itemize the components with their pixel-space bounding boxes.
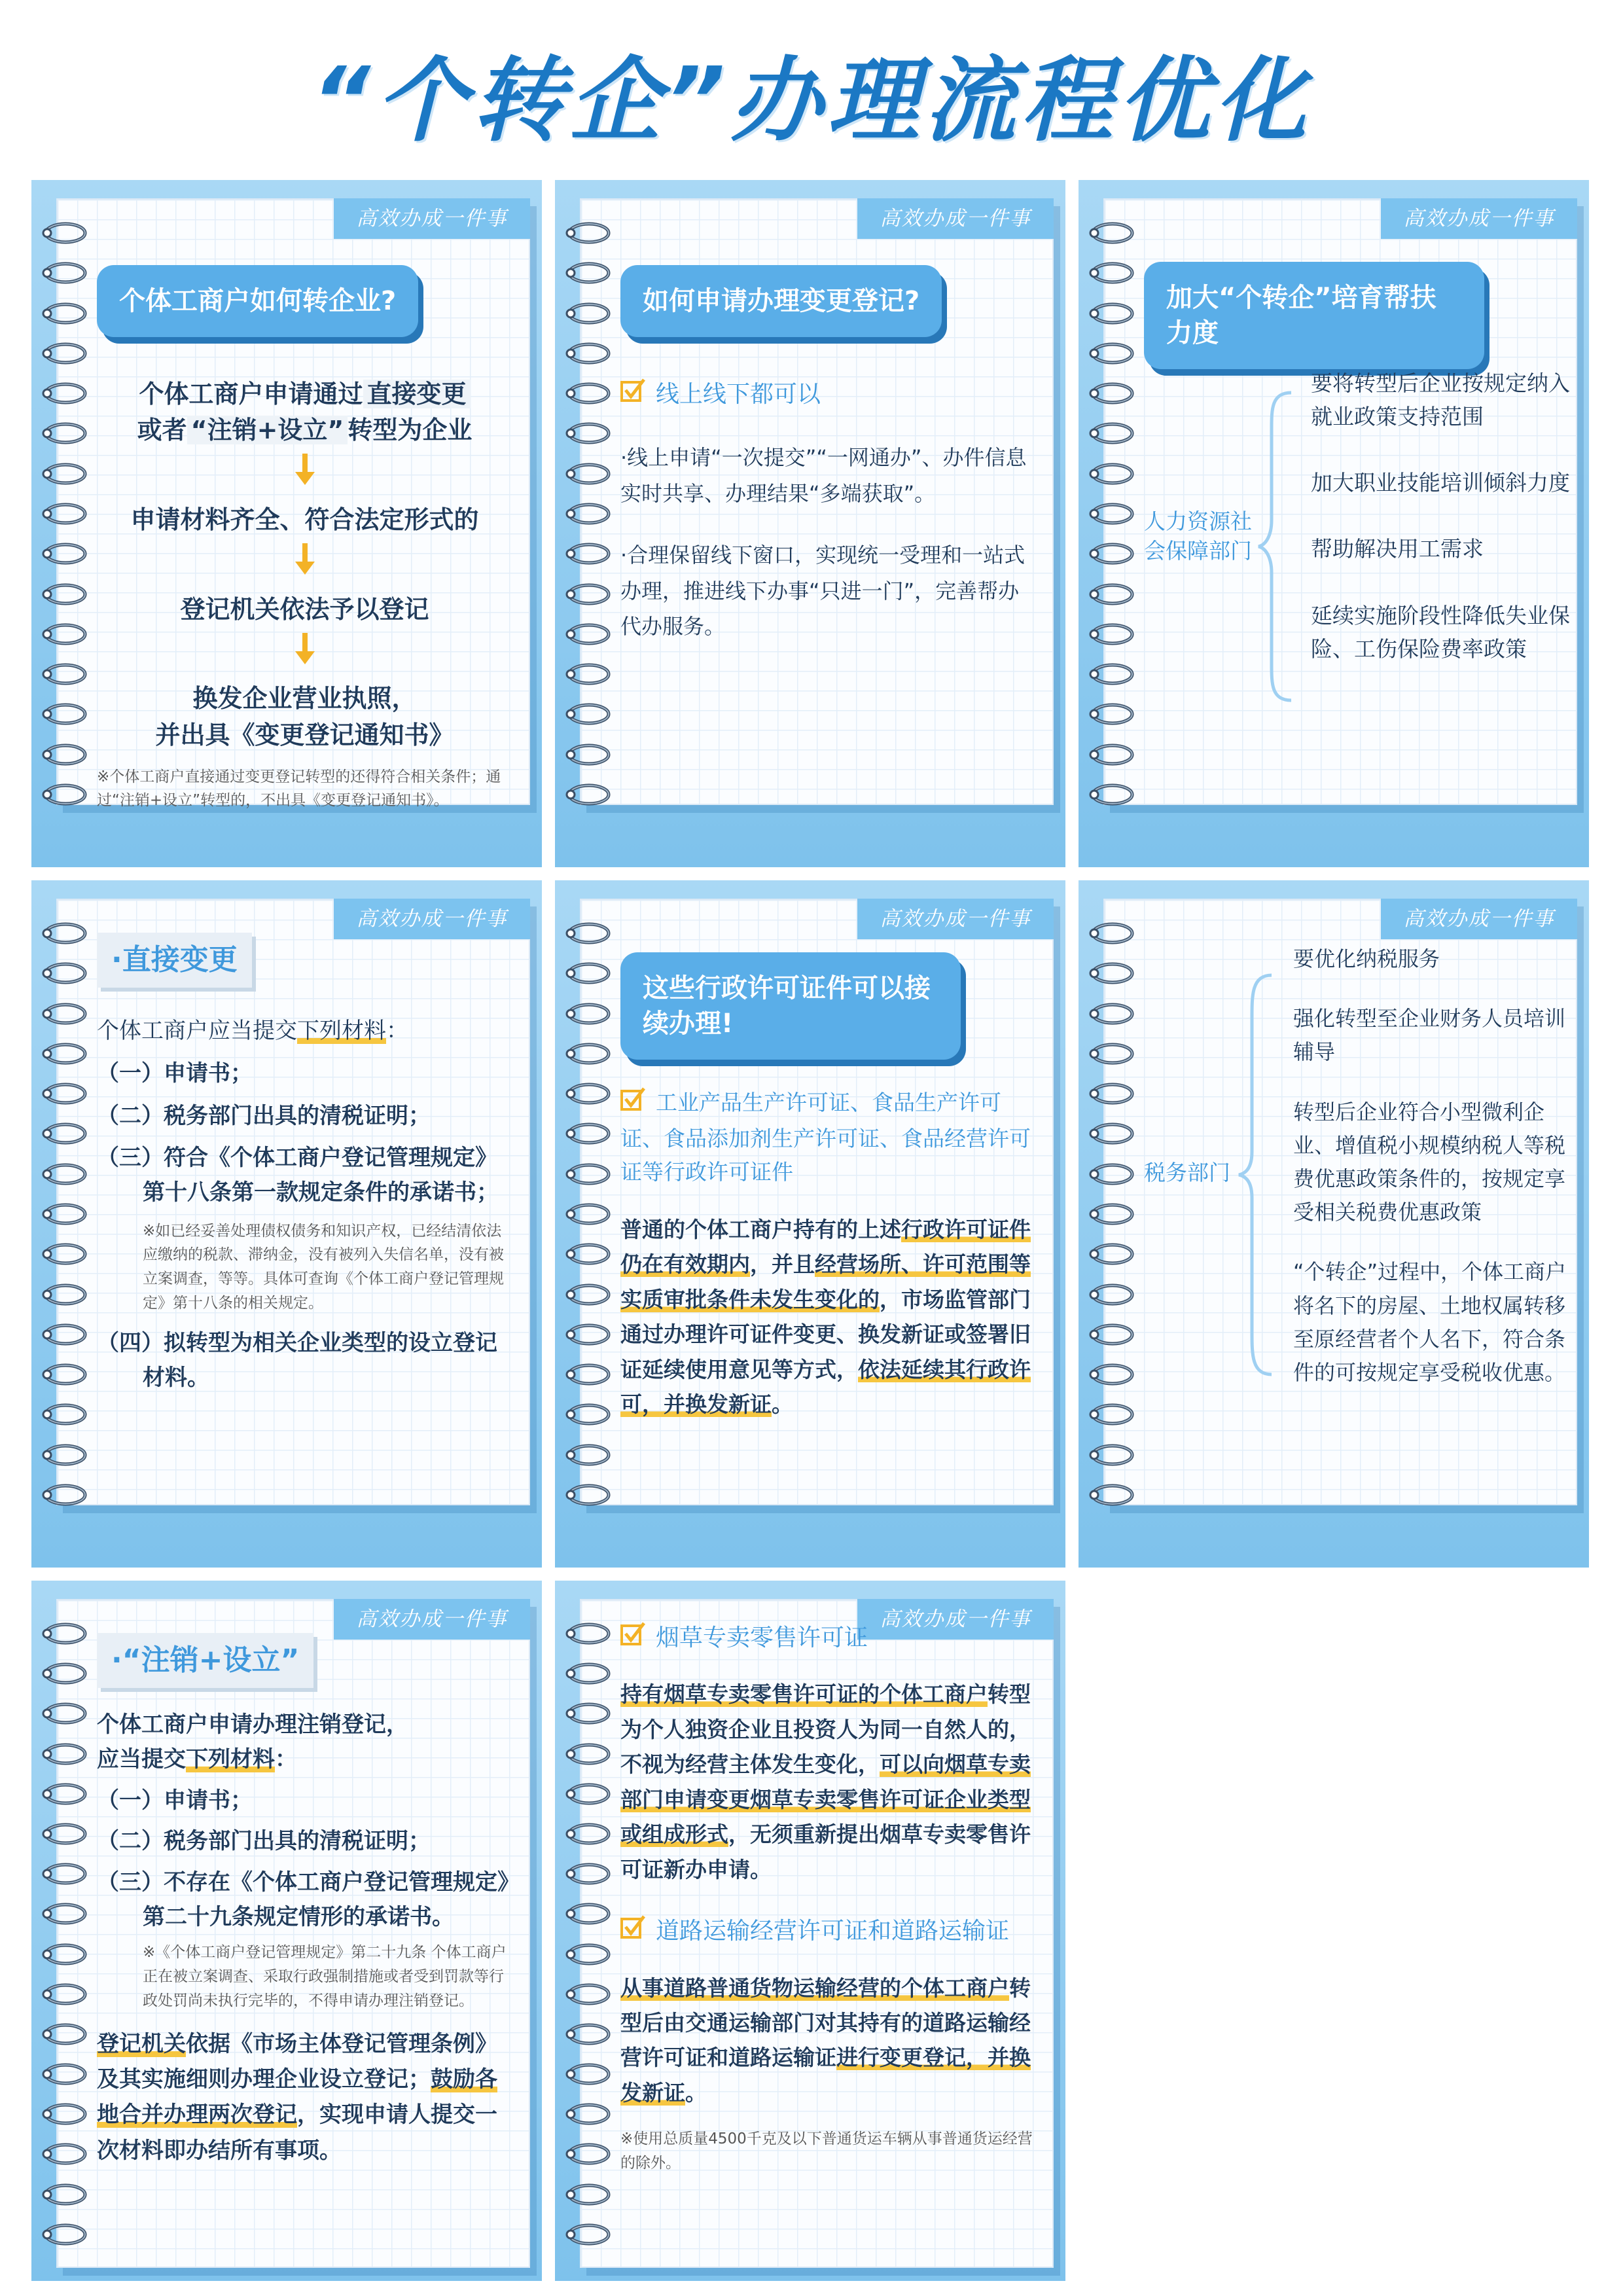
spiral-ring-icon: [39, 540, 88, 567]
spiral-ring-icon: [1086, 1481, 1135, 1509]
spiral-ring-icon: [39, 960, 88, 987]
spiral-ring-icon: [1086, 781, 1135, 808]
spiral-ring-icon: [563, 259, 611, 287]
tax-item: 要优化纳税服务: [1293, 946, 1440, 971]
spiral-ring-icon: [563, 1900, 611, 1928]
list-item: （二）税务部门出具的清税证明；: [97, 1828, 431, 1855]
side-label-tax: 税务部门: [1144, 1160, 1230, 1185]
spiral-ring-icon: [39, 620, 88, 648]
highlight: 行政许可证件仍在有效期内: [620, 1216, 1031, 1278]
spiral-ring-icon: [39, 1240, 88, 1268]
spiral-ring-icon: [563, 1321, 611, 1348]
text: 转型为个人独资企业且投资人为同一自然人的，不视为经营主体发生变化，: [620, 1681, 1031, 1778]
paragraph: [97, 2026, 512, 2169]
spiral-ring-icon: [39, 2221, 88, 2248]
spiral-ring-icon: [39, 1401, 88, 1428]
spiral-ring-icon: [563, 2140, 611, 2168]
list-item-cont: 第十八条第一款规定条件的承诺书；: [143, 1179, 499, 1206]
spiral-ring-icon: [1086, 1441, 1135, 1469]
highlight: 持有烟草专卖零售许可证的个体工商户: [620, 1681, 988, 1708]
section-heading: ·直接变更: [97, 933, 252, 988]
spiral-ring-icon: [39, 1700, 88, 1727]
spiral-ring-icon: [1086, 620, 1135, 648]
highlight: 依法延续其行政许可，并换发新证: [620, 1356, 1031, 1418]
spiral-ring-icon: [1086, 1361, 1135, 1388]
spiral-ring-icon: [1086, 700, 1135, 728]
spiral-ring-icon: [563, 581, 611, 608]
spiral-ring-icon: [563, 1481, 611, 1509]
tag-label: 高效办成一件事: [334, 198, 530, 239]
spiral-ring-icon: [39, 1120, 88, 1147]
arrow-down-icon: [97, 454, 512, 497]
text: 应当提交: [97, 1746, 186, 1772]
spiral-ring-icon: [39, 1321, 88, 1348]
spiral-ring-icon: [563, 1160, 611, 1188]
spiral-binding: [1086, 920, 1139, 1509]
paragraph-tobacco: [620, 1677, 1036, 1887]
tax-item: 强化转型至企业财务人员培训辅导: [1293, 1006, 1566, 1065]
checkbox-checked-icon: [620, 1621, 647, 1658]
tag-label: 高效办成一件事: [334, 1599, 530, 1640]
step1-cancel-setup: “注销+设立”: [187, 416, 348, 444]
spiral-ring-icon: [1086, 1321, 1135, 1348]
spiral-ring-icon: [1086, 300, 1135, 327]
text: ：: [275, 1746, 297, 1772]
list-item: （一）申请书；: [97, 1787, 253, 1814]
tag-label: 高效办成一件事: [857, 899, 1054, 939]
text: 依据《市场主体登记管理条例》及其实施细则办理企业设立登记；: [97, 2030, 497, 2093]
heading-text: 工业产品生产许可证、食品生产许可证、食品添加剂生产许可证、食品经营许可证等行政许可证件: [620, 1090, 1031, 1185]
intro-colon: ：: [386, 1018, 408, 1045]
spiral-binding: [563, 1620, 615, 2248]
spiral-ring-icon: [563, 219, 611, 247]
text: 。: [685, 2079, 707, 2106]
spiral-ring-icon: [563, 1740, 611, 1768]
text: ，实现申请人提交一次材料即办结所有事项。: [97, 2102, 497, 2164]
list-item: （三）不存在《个体工商户登记管理规定》: [97, 1869, 520, 1895]
tax-item: “个转企”过程中，个体工商户将名下的房屋、土地权属转移至原经营者个人名下，符合条件的可按规定享受税收优惠。: [1293, 1259, 1567, 1385]
tax-item: 转型后企业符合小型微利企业、增值税小规模纳税人等税费优惠政策条件的，按规定享受相关税费优惠政策: [1293, 1099, 1566, 1225]
section-heading: [620, 376, 1036, 414]
paragraph-transport: [620, 1971, 1036, 2111]
section-heading-transport: [620, 1913, 1036, 1950]
footnote: ※《个体工商户登记管理规定》第二十九条 个体工商户正在被立案调查、采取行政强制措施或者受到罚款等行政处罚尚未执行完毕的，不得申请办理注销登记。: [143, 1944, 507, 2009]
list-item: （三）符合《个体工商户登记管理规定》: [97, 1145, 497, 1172]
spiral-ring-icon: [39, 1160, 88, 1188]
support-item: 帮助解决用工需求: [1311, 536, 1484, 562]
arrow-down-icon: [97, 543, 512, 586]
section-heading: [620, 1086, 1036, 1189]
step1-text-e: 转型为企业: [348, 416, 473, 445]
card-change-registration: [555, 180, 1065, 867]
spiral-ring-icon: [39, 1200, 88, 1228]
spiral-ring-icon: [1086, 1080, 1135, 1107]
spiral-ring-icon: [39, 1941, 88, 1968]
speech-bubble-title: 个体工商户如何转企业?: [97, 265, 418, 337]
paragraph-offline: ·合理保留线下窗口，实现统一受理和一站式办理，推进线下办事“只进一门”，完善帮办代办服务。: [620, 543, 1026, 639]
spiral-binding: [39, 219, 92, 808]
spiral-ring-icon: [563, 1620, 611, 1647]
spiral-ring-icon: [39, 1860, 88, 1888]
spiral-binding: [563, 219, 615, 808]
spiral-ring-icon: [1086, 1040, 1135, 1067]
highlight: 可以向烟草专卖部门申请变更烟草专卖零售许可证企业类型或组成形式: [620, 1751, 1031, 1848]
spiral-ring-icon: [563, 380, 611, 407]
spiral-ring-icon: [39, 340, 88, 367]
spiral-ring-icon: [39, 460, 88, 488]
speech-bubble-title: 如何申请办理变更登记?: [620, 265, 942, 337]
spiral-ring-icon: [39, 300, 88, 327]
arrow-down-icon: [97, 633, 512, 676]
spiral-ring-icon: [39, 2181, 88, 2208]
speech-bubble-title: 加大“个转企”培育帮扶力度: [1144, 262, 1484, 369]
flow-step-3: 登记机关依法予以登记: [180, 594, 429, 624]
spiral-ring-icon: [563, 1401, 611, 1428]
spiral-ring-icon: [39, 2140, 88, 2168]
step4-text-a: 换发企业营业执照，: [192, 684, 417, 713]
spiral-ring-icon: [563, 660, 611, 688]
spiral-ring-icon: [563, 1660, 611, 1687]
spiral-ring-icon: [563, 540, 611, 567]
spiral-ring-icon: [563, 700, 611, 728]
list-item-cont: 材料。: [143, 1364, 209, 1391]
highlight: 登记机关: [97, 2030, 186, 2057]
list-item: （一）申请书；: [97, 1060, 253, 1086]
spiral-ring-icon: [39, 2100, 88, 2128]
spiral-ring-icon: [1086, 500, 1135, 528]
spiral-ring-icon: [1086, 1120, 1135, 1147]
spiral-ring-icon: [1086, 540, 1135, 567]
spiral-ring-icon: [39, 1620, 88, 1647]
spiral-ring-icon: [39, 1900, 88, 1928]
spiral-ring-icon: [1086, 1281, 1135, 1308]
spiral-binding: [39, 1620, 92, 2248]
spiral-ring-icon: [563, 1281, 611, 1308]
spiral-ring-icon: [39, 1281, 88, 1308]
heading-text: 道路运输经营许可证和道路运输证: [656, 1918, 1010, 1945]
text: 转型后由交通运输部门对其持有的道路运输经营许可证和道路运输证: [620, 1975, 1031, 2071]
step1-text-c: 或者: [137, 416, 187, 445]
support-item: 要将转型后企业按规定纳入就业政策支持范围: [1311, 370, 1570, 430]
spiral-ring-icon: [1086, 581, 1135, 608]
spiral-ring-icon: [1086, 660, 1135, 688]
text: ，并且: [750, 1251, 815, 1278]
spiral-ring-icon: [39, 1000, 88, 1028]
paragraph-online: ·线上申请“一次提交”“一网通办”、办件信息实时共享、办理结果“多端获取”。: [620, 445, 1027, 506]
intro-text: 个体工商户应当提交: [97, 1018, 297, 1045]
flow-step-1: [97, 376, 512, 448]
spiral-ring-icon: [1086, 340, 1135, 367]
footnote: ※如已经妥善处理债权债务和知识产权，已经结清依法应缴纳的税款、滞纳金，没有被列入失信名单，没有被立案调查，等等。具体可查询《个体工商户登记管理规定》第十八条的相关规定。: [143, 1222, 504, 1312]
spiral-ring-icon: [563, 1200, 611, 1228]
checkbox-checked-icon: [620, 377, 647, 414]
spiral-ring-icon: [563, 1700, 611, 1727]
tag-label: 高效办成一件事: [1381, 198, 1577, 239]
intro: 个体工商户申请办理注销登记，: [97, 1712, 408, 1738]
spiral-ring-icon: [39, 259, 88, 287]
intro: [97, 1014, 512, 1049]
spiral-ring-icon: [1086, 1160, 1135, 1188]
spiral-ring-icon: [39, 420, 88, 447]
spiral-ring-icon: [563, 1361, 611, 1388]
list-item: （四）拟转型为相关企业类型的设立登记: [97, 1329, 497, 1356]
flow-step-2: 申请材料齐全、符合法定形式的: [130, 505, 479, 534]
spiral-ring-icon: [563, 500, 611, 528]
spiral-ring-icon: [563, 2181, 611, 2208]
heading-text: 烟草专卖零售许可证: [656, 1624, 868, 1651]
footnote: ※个体工商户直接通过变更登记转型的还得符合相关条件；通过“注销+设立”转型的，不出具《变更登记通知书》。: [97, 768, 501, 810]
spiral-binding: [39, 920, 92, 1509]
spiral-ring-icon: [39, 1080, 88, 1107]
highlight: 经营场所、许可范围等实质审批条件未发生变化的: [620, 1251, 1031, 1312]
spiral-ring-icon: [39, 1740, 88, 1768]
curly-brace-icon: [1236, 972, 1275, 1378]
spiral-ring-icon: [563, 620, 611, 648]
spiral-ring-icon: [1086, 420, 1135, 447]
flow-step-4: [97, 681, 512, 753]
section-heading: ·“注销+设立”: [97, 1633, 313, 1688]
spiral-ring-icon: [39, 700, 88, 728]
spiral-ring-icon: [563, 1240, 611, 1268]
text: ，市场监管部门通过办理许可证件变更、换发新证或签署旧证延续使用意见等方式，: [620, 1286, 1031, 1382]
spiral-ring-icon: [39, 1660, 88, 1687]
card-tobacco-transport: [555, 1581, 1065, 2281]
page-title: “个转企”办理流程优化: [311, 48, 1312, 154]
spiral-ring-icon: [1086, 1401, 1135, 1428]
spiral-ring-icon: [563, 300, 611, 327]
card-support-hr: [1079, 180, 1589, 867]
spiral-ring-icon: [39, 500, 88, 528]
spiral-ring-icon: [563, 460, 611, 488]
spiral-ring-icon: [39, 920, 88, 947]
spiral-ring-icon: [1086, 380, 1135, 407]
card-cancel-setup: [31, 1581, 542, 2281]
spiral-ring-icon: [563, 2060, 611, 2088]
spiral-ring-icon: [39, 1481, 88, 1509]
curly-brace-icon: [1255, 389, 1294, 704]
spiral-ring-icon: [1086, 1200, 1135, 1228]
spiral-ring-icon: [39, 660, 88, 688]
spiral-ring-icon: [563, 1860, 611, 1888]
spiral-ring-icon: [39, 219, 88, 247]
text: 普通的个体工商户持有的上述: [620, 1216, 901, 1242]
tag-label: 高效办成一件事: [857, 198, 1054, 239]
spiral-ring-icon: [1086, 741, 1135, 768]
spiral-ring-icon: [39, 1040, 88, 1067]
spiral-ring-icon: [563, 1120, 611, 1147]
spiral-ring-icon: [563, 1000, 611, 1028]
spiral-ring-icon: [39, 2020, 88, 2048]
tag-label: 高效办成一件事: [857, 1599, 1054, 1640]
spiral-ring-icon: [563, 960, 611, 987]
spiral-ring-icon: [563, 1040, 611, 1067]
highlight: 下列材料: [186, 1746, 275, 1772]
spiral-ring-icon: [39, 1780, 88, 1808]
spiral-ring-icon: [563, 1080, 611, 1107]
intro-highlight: 下列材料: [297, 1018, 386, 1045]
card-permit-continuation: [555, 880, 1065, 1568]
spiral-ring-icon: [563, 1820, 611, 1848]
support-item: 延续实施阶段性降低失业保险、工伤保险费率政策: [1311, 602, 1570, 662]
spiral-ring-icon: [563, 781, 611, 808]
footnote: ※使用总质量4500千克及以下普通货运车辆从事普通货运经营的除外。: [620, 2130, 1033, 2172]
paragraph: [620, 1212, 1036, 1422]
step1-text-a: 个体工商户申请通过: [139, 380, 363, 408]
highlight: 进行变更登记，并换发新证: [620, 2045, 1031, 2106]
card-direct-change: [31, 880, 542, 1568]
spiral-ring-icon: [563, 2221, 611, 2248]
spiral-ring-icon: [563, 1981, 611, 2008]
spiral-ring-icon: [39, 380, 88, 407]
spiral-binding: [563, 920, 615, 1509]
spiral-ring-icon: [39, 781, 88, 808]
speech-bubble-title: 这些行政许可证件可以接续办理!: [620, 952, 961, 1060]
heading-text: 线上线下都可以: [656, 381, 821, 408]
highlight: 从事道路普通货物运输经营的个体工商户: [620, 1975, 1009, 2001]
text: 。: [772, 1391, 793, 1418]
spiral-ring-icon: [39, 1441, 88, 1469]
intro: [97, 1742, 512, 1777]
spiral-ring-icon: [39, 741, 88, 768]
spiral-ring-icon: [1086, 219, 1135, 247]
text: ，无须重新提出烟草专卖零售许可证新办申请。: [620, 1821, 1031, 1882]
spiral-ring-icon: [39, 2060, 88, 2088]
spiral-ring-icon: [39, 1820, 88, 1848]
spiral-ring-icon: [563, 1441, 611, 1469]
spiral-ring-icon: [39, 1981, 88, 2008]
section-heading-tobacco: [620, 1620, 1036, 1657]
tag-label: 高效办成一件事: [1381, 899, 1577, 939]
spiral-ring-icon: [1086, 920, 1135, 947]
side-label-hr: 人力资源社会保障部门: [1144, 509, 1252, 564]
highlight: 鼓励各地合并办理两次登记: [97, 2066, 497, 2128]
tag-label: 高效办成一件事: [334, 899, 530, 939]
spiral-ring-icon: [563, 340, 611, 367]
checkbox-checked-icon: [620, 1086, 647, 1121]
spiral-ring-icon: [563, 1941, 611, 1968]
spiral-ring-icon: [1086, 1000, 1135, 1028]
spiral-ring-icon: [563, 741, 611, 768]
spiral-ring-icon: [39, 581, 88, 608]
list-item-cont: 第二十九条规定情形的承诺书。: [143, 1903, 454, 1930]
spiral-ring-icon: [563, 920, 611, 947]
support-item: 加大职业技能培训倾斜力度: [1311, 470, 1570, 496]
spiral-binding: [1086, 219, 1139, 808]
spiral-ring-icon: [1086, 460, 1135, 488]
spiral-ring-icon: [563, 420, 611, 447]
step4-text-b: 并出具《变更登记通知书》: [155, 720, 454, 749]
spiral-ring-icon: [39, 1361, 88, 1388]
spiral-ring-icon: [1086, 1240, 1135, 1268]
spiral-ring-icon: [563, 2100, 611, 2128]
spiral-ring-icon: [1086, 259, 1135, 287]
spiral-ring-icon: [563, 2020, 611, 2048]
card-tax-support: [1079, 880, 1589, 1568]
spiral-ring-icon: [1086, 960, 1135, 987]
spiral-ring-icon: [563, 1780, 611, 1808]
step1-direct-change: 直接变更: [363, 380, 471, 408]
list-item: （二）税务部门出具的清税证明；: [97, 1102, 431, 1129]
card-how-to-convert: [31, 180, 542, 867]
checkbox-checked-icon: [620, 1914, 647, 1951]
